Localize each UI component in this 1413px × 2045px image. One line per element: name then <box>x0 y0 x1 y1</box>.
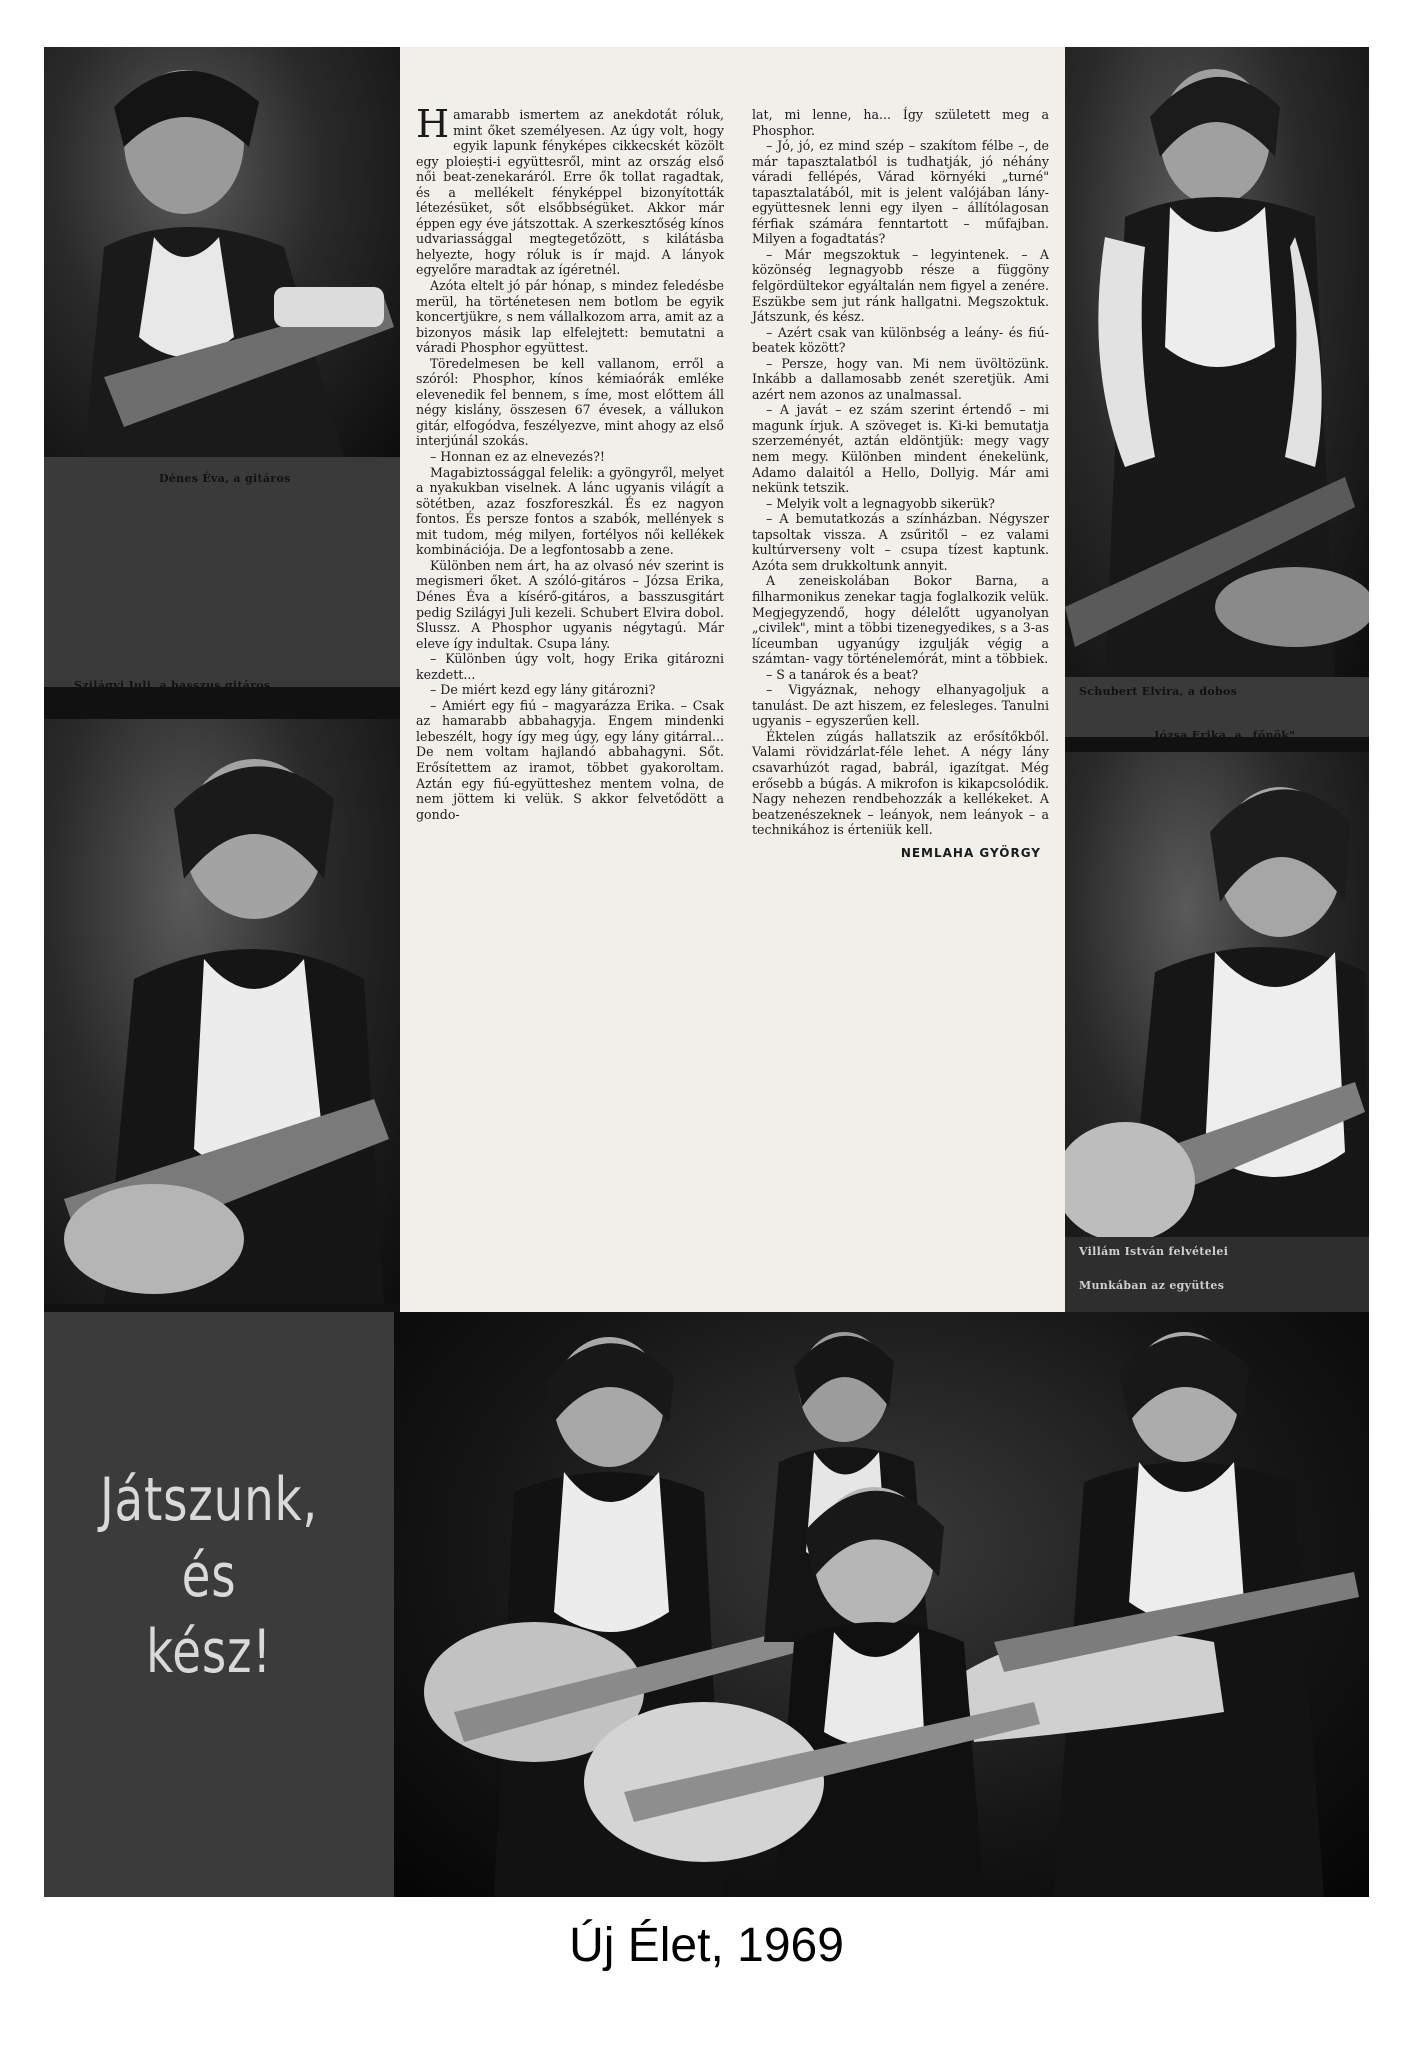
magazine-page <box>44 47 1369 1897</box>
article-paragraph: – Amiért egy fiú – magyarázza Erika. – Csak az hamarabb abbahagyja. Engem mindenki lebeszélt, hogy így meg úgy, egy lány gitárral... De nem voltam hajlandó abbahagyni. Sőt. Erősítettem az iramot, többet gyakoroltam. Aztán egy fiú-együtteshez mentem volna, de nem jöttem ki velük. S akkor felvetődött a gondo- <box>416 697 724 822</box>
article-paragraph: – A javát – ez szám szerint értendő – mi magunk írjuk. A szöveget is. Ki-ki bemutatja szerzeményét, aztán eldöntjük: megy vagy nem megy. Különben mindent énekelünk, Adamo dalaitól a Hello, Dollyig. Már ami nekünk tetszik. <box>752 402 1049 496</box>
article-paragraph: A zeneiskolában Bokor Barna, a filharmonikus zenekar tagja foglalkozik velük. Megjegyzendő, hogy délelőtt ugyanolyan „civilek", mint a többi tizenegyedikes, s a 3-as líceumban ugyanúgy izgulják végig a számtan- vagy történelemórát, mint a többiek. <box>752 573 1049 667</box>
article-paragraph: – Azért csak van különbség a leány- és fiú-beatek között? <box>752 324 1049 356</box>
article-column-1 <box>400 47 740 1312</box>
headline-line: kész! <box>146 1617 272 1687</box>
photo-credit: Villám István felvételei <box>1079 1245 1229 1258</box>
article-paragraph: – Már megszoktuk – legyintenek. – A közönség legnagyobb része a függöny felgördültekor egyáltalán nem figyel a zenére. Eszükbe sem jut ránk hallgatni. Megszoktuk. Játszunk, és kész. <box>752 246 1049 325</box>
article-signature: NEMLAHA GYÖRGY <box>900 845 1041 860</box>
article-paragraph: – Vigyáznak, nehogy elhanyagoljuk a tanulást. De azt hiszem, ez felesleges. Tanulni ugyanis – egyszerűen kell. <box>752 682 1049 729</box>
source-citation: Új Élet, 1969 <box>569 1919 844 1972</box>
article-paragraph: – A bemutatkozás a színházban. Négyszer tapsoltak vissza. A zsűritől – ez valami kultúrverseny volt – csupa tízest kaptunk. Azóta sem drukkoltunk annyit. <box>752 511 1049 573</box>
caption-jozsa: Józsa Erika, a „főnök" <box>1154 729 1296 742</box>
article-paragraph: lat, mi lenne, ha... Így született meg a Phosphor. <box>752 107 1049 138</box>
caption-szilagyi: Szilágyi Juli, a basszus gitáros <box>74 679 271 692</box>
article-column-2 <box>740 47 1065 1312</box>
article-paragraph: amarabb ismertem az anekdotát róluk, mint őket személyesen. Az úgy volt, hogy egyik lapunk fényképes cikkecskét közölt egy ploiești-i együttesről, mint az ország első női beat-zenekaráról. Erre ők tollat ragadtak, és a mellékelt fényképpel bizonyították létezésüket, sőt elsőbbségüket. Akkor már éppen egy éve játszottak. A szerkesztőség kínos udvariassággal megtegetőzött, s kilátásba helyezte, hogy róluk is ír majd. A lányok egyelőre maradtak az ígéretnél. <box>416 107 724 278</box>
article-paragraph: Azóta eltelt jó pár hónap, s mindez feledésbe merül, ha történetesen nem botlom be egyik koncertjükre, s nem vállalkozom arra, amit az a bizonyos másik lap elfelejtett: bemutatni a váradi Phosphor együttest. <box>416 278 724 356</box>
article-paragraph: – Különben úgy volt, hogy Erika gitározni kezdett... <box>416 651 724 682</box>
article-paragraph: Töredelmesen be kell vallanom, erről a szóról: Phosphor, kínos kémiaórák emléke elevenedik fel bennem, s íme, most előttem áll négy kislány, összesen 67 évesek, a vállukon gitár, elfogódva, feszélyezve, mint ahogy az első interjúnál szokás. <box>416 355 724 449</box>
article-paragraph: Éktelen zúgás hallatszik az erősítőkből. Valami rövidzárlat-féle lehet. A négy lány csavarhúzót ragad, babrál, igazítgat. Még erősebb a búgás. A mikrofon is kikapcsolódik. Nagy nehezen rendbehozzák a kellékeket. A beatzenészeknek – leányok, nem leányok – a technikához is érteniük kell. <box>752 728 1049 838</box>
headline-line: és <box>181 1541 237 1611</box>
article-paragraph: – Melyik volt a legnagyobb sikerük? <box>766 495 995 511</box>
article-paragraph: – S a tanárok és a beat? <box>766 666 919 682</box>
photo-jozsa-erika <box>1065 752 1369 1277</box>
article-paragraph: – Jó, jó, ez mind szép – szakítom félbe –, de már tapasztalatból is tudhatják, jó néhány váradi fellépés, Várad környéki „turné" tapasztalatából, mit is jelent valójában lány-együttesnek lenni egy ilyen – állítólagosan férfiak számára fenntartott – műfajban. Milyen a fogadtatás? <box>752 138 1049 247</box>
article-paragraph: Különben nem árt, ha az olvasó név szerint is megismeri őket. A szóló-gitáros – Józsa Erika, Dénes Éva a kísérő-gitáros, a basszusgitárt pedig Szilágyi Juli kezeli. Schubert Elvira dobol. Slussz. A Phosphor ugyanis négytagú. Már eleve így indultak. Csupa lány. <box>416 557 724 651</box>
article-paragraph: – Persze, hogy van. Mi nem üvöltözünk. Inkább a dallamosabb zenét szeretjük. Ami azért nem azonos az unalmassal. <box>752 355 1049 402</box>
caption-schubert: Schubert Elvira, a dobos <box>1079 685 1238 698</box>
article-paragraph: – Honnan ez az elnevezés?! <box>430 449 605 465</box>
caption-denes: Dénes Éva, a gitáros <box>159 472 291 485</box>
headline-line: Játszunk, <box>99 1465 319 1535</box>
headline <box>80 1462 337 1690</box>
article-paragraph: Magabiztossággal felelik: a gyöngyről, melyet a nyakukban viselnek. A lánc ugyanis világít a sötétben, azaz foszforeszkál. És ez nagyon fontos. És persze fontos a szabók, mellények s mit tudom, még milyen, fortélyos női kellékek kombinációja. De a legfontosabb a zene. <box>416 464 724 558</box>
photo-schubert-elvira <box>1065 47 1369 677</box>
photo-szilagyi-juli <box>44 719 400 1304</box>
article-paragraph: – De miért kezd egy lány gitározni? <box>430 682 656 698</box>
article-dropcap: H <box>416 102 450 146</box>
caption-group: Munkában az együttes <box>1079 1279 1225 1292</box>
caption-strip-denes <box>44 457 400 687</box>
headline-box <box>44 1312 394 1897</box>
photo-denes-eva <box>44 47 400 457</box>
photo-band-group <box>394 1312 1369 1897</box>
